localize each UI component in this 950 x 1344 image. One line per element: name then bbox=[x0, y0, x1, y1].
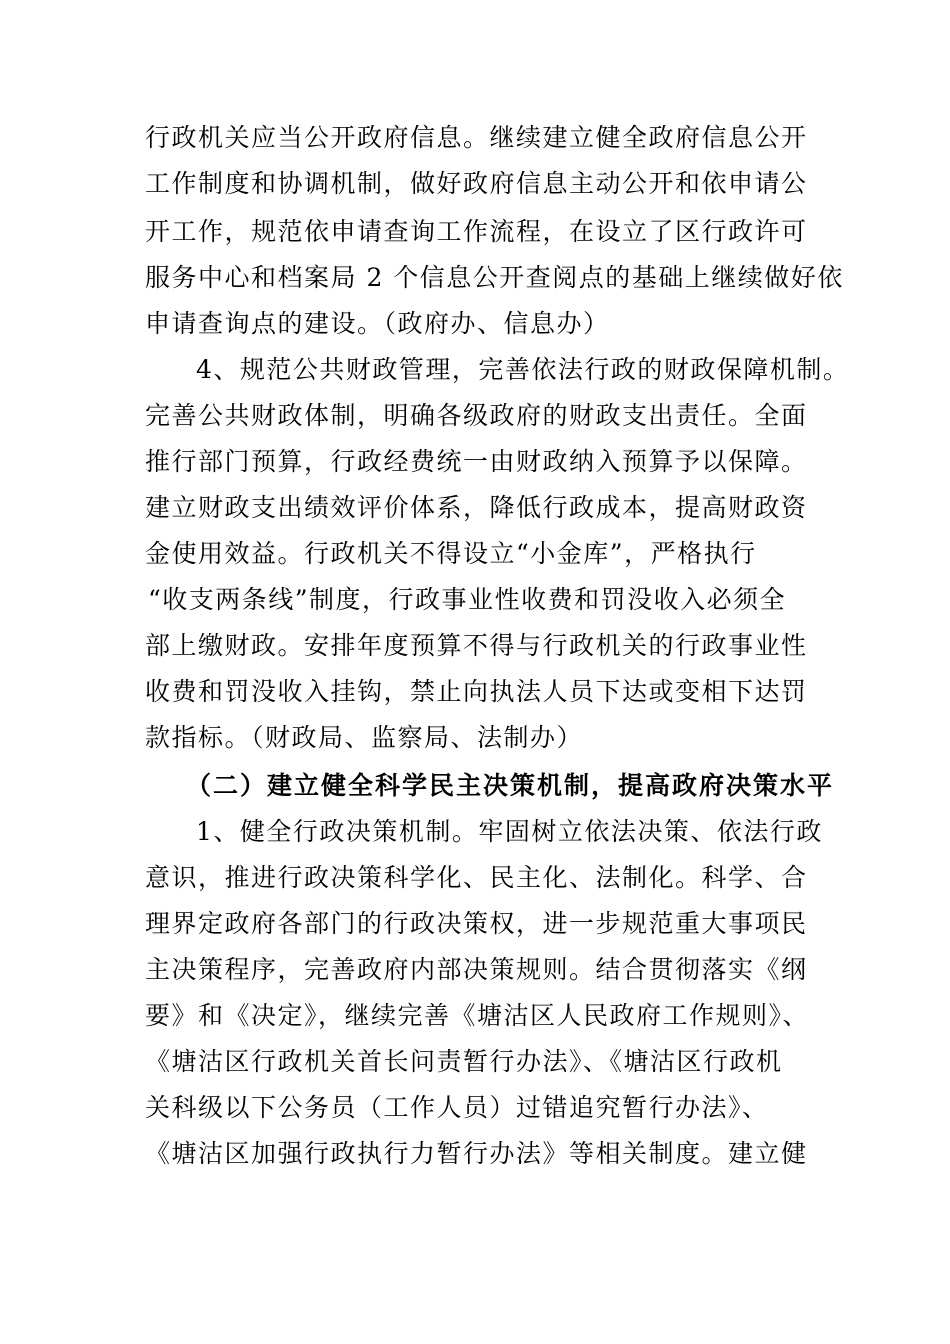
body-text-line: 理界定政府各部门的行政决策权，进一步规范重大事项民 bbox=[145, 909, 808, 938]
body-text-line: 金使用效益。行政机关不得设立“小金库”，严格执行 bbox=[145, 539, 757, 568]
body-text-line: 推行部门预算，行政经费统一由财政纳入预算予以保障。 bbox=[145, 447, 808, 476]
body-text-line: 《塘沽区加强行政执行力暂行办法》等相关制度。建立健 bbox=[145, 1139, 808, 1168]
paragraph-first-line: 4、规范公共财政管理，完善依法行政的财政保障机制。 bbox=[196, 355, 850, 384]
body-text-line: 申请查询点的建设。（政府办、信息办） bbox=[145, 309, 610, 338]
body-text-line: 关科级以下公务员（工作人员）过错追究暂行办法》、 bbox=[145, 1093, 769, 1122]
body-text-line: 部上缴财政。安排年度预算不得与行政机关的行政事业性 bbox=[145, 631, 808, 660]
body-text-line: 主决策程序，完善政府内部决策规则。结合贯彻落实《纲 bbox=[145, 955, 808, 984]
section-heading: （二）建立健全科学民主决策机制，提高政府决策水平 bbox=[186, 771, 835, 800]
body-text-line: 行政机关应当公开政府信息。继续建立健全政府信息公开 bbox=[145, 123, 808, 152]
body-text-line: 工作制度和协调机制，做好政府信息主动公开和依申请公 bbox=[145, 169, 808, 198]
paragraph-first-line: 1、健全行政决策机制。牢固树立依法决策、依法行政 bbox=[196, 817, 823, 846]
body-text-line: 完善公共财政体制，明确各级政府的财政支出责任。全面 bbox=[145, 401, 808, 430]
body-text-line: 开工作，规范依申请查询工作流程，在设立了区行政许可 bbox=[145, 217, 808, 246]
body-text-line: 意识，推进行政决策科学化、民主化、法制化。科学、合 bbox=[145, 863, 808, 892]
body-text-line: 要》和《决定》，继续完善《塘沽区人民政府工作规则》、 bbox=[145, 1001, 810, 1030]
body-text-line: 款指标。（财政局、监察局、法制办） bbox=[145, 723, 584, 752]
body-text-line: 建立财政支出绩效评价体系，降低行政成本，提高财政资 bbox=[145, 493, 808, 522]
body-text-line: “收支两条线”制度，行政事业性收费和罚没收入必须全 bbox=[148, 585, 787, 614]
body-text-line: 《塘沽区行政机关首长问责暂行办法》、《塘沽区行政机 bbox=[145, 1047, 783, 1076]
body-text-line: 收费和罚没收入挂钩，禁止向执法人员下达或变相下达罚 bbox=[145, 677, 808, 706]
body-text-line: 服务中心和档案局 2 个信息公开查阅点的基础上继续做好依 bbox=[145, 263, 844, 292]
